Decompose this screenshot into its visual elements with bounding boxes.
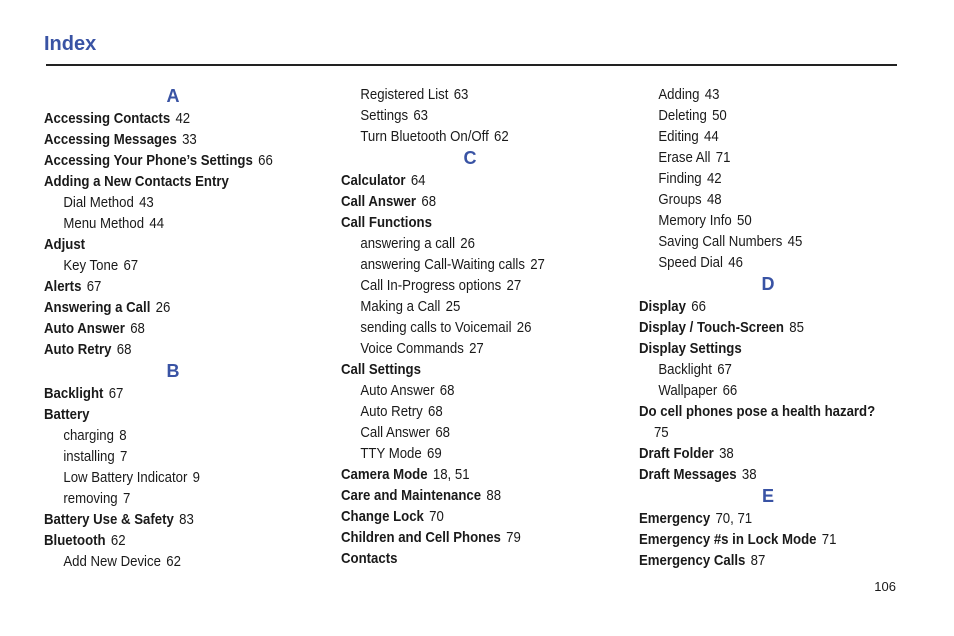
entry-term: Erase All <box>658 149 711 166</box>
page-number: 106 <box>874 579 896 594</box>
entry-term: Editing <box>658 128 699 145</box>
index-subentry <box>639 168 885 189</box>
index-entry <box>44 129 290 150</box>
entry-term: Change Lock <box>341 508 424 525</box>
entry-term: Accessing Messages <box>44 131 177 148</box>
entry-page-ref[interactable]: 75 <box>653 424 669 441</box>
index-subentry <box>341 401 587 422</box>
entry-page-ref[interactable]: 70, 71 <box>715 510 753 527</box>
entry-term: Display Settings <box>639 340 742 357</box>
entry-term: Auto Retry <box>360 403 423 420</box>
entry-page-ref[interactable]: 8 <box>119 427 127 444</box>
entry-term: Auto Answer <box>44 320 125 337</box>
entry-term: TTY Mode <box>360 445 422 462</box>
entry-term: Camera Mode <box>341 466 428 483</box>
index-column-3 <box>639 84 919 571</box>
index-entry <box>639 464 885 485</box>
entry-term: Battery <box>44 406 90 423</box>
index-subentry <box>639 84 885 105</box>
entry-page-ref[interactable]: 68 <box>421 193 437 210</box>
index-entry <box>341 548 587 569</box>
entry-term: Display <box>639 298 686 315</box>
entry-page-ref[interactable]: 71 <box>715 149 731 166</box>
index-subentry <box>639 252 885 273</box>
entry-term: Low Battery Indicator <box>63 469 188 486</box>
entry-page-ref[interactable]: 50 <box>712 107 727 124</box>
section-letter: E <box>761 486 774 506</box>
entry-page-ref[interactable]: 42 <box>175 110 191 127</box>
section-letter: C <box>463 148 477 168</box>
index-entry <box>44 150 290 171</box>
index-subentry <box>44 446 290 467</box>
entry-page-ref[interactable]: 88 <box>486 487 502 504</box>
entry-term: Draft Messages <box>639 466 737 483</box>
index-entry <box>639 550 885 571</box>
entry-page-ref[interactable]: 38 <box>719 445 734 462</box>
index-subentry <box>639 105 885 126</box>
entry-term: Emergency #s in Lock Mode <box>639 531 817 548</box>
entry-term: Adding a New Contacts Entry <box>44 173 229 190</box>
index-entry <box>44 530 290 551</box>
entry-term: answering a call <box>360 235 456 252</box>
entry-page-ref[interactable]: 62 <box>110 532 126 549</box>
entry-term: Alerts <box>44 278 82 295</box>
entry-page-ref[interactable]: 62 <box>166 553 181 570</box>
entry-term: Draft Folder <box>639 445 714 462</box>
entry-term: Contacts <box>341 550 398 567</box>
index-entry <box>341 464 587 485</box>
entry-term: installing <box>63 448 115 465</box>
entry-term: Registered List <box>360 86 449 103</box>
entry-page-ref[interactable]: 68 <box>130 320 145 337</box>
index-subentry <box>639 210 885 231</box>
entry-page-ref[interactable]: 43 <box>704 86 720 103</box>
entry-page-ref[interactable]: 44 <box>149 215 165 232</box>
entry-page-ref[interactable]: 9 <box>192 469 200 486</box>
index-entry <box>639 529 885 550</box>
index-subentry <box>639 147 885 168</box>
entry-term: Turn Bluetooth On/Off <box>360 128 489 145</box>
index-entry <box>341 506 587 527</box>
index-entry <box>341 212 587 233</box>
entry-term: Menu Method <box>63 215 145 232</box>
index-entry <box>341 170 587 191</box>
entry-term: Calculator <box>341 172 406 189</box>
index-subentry <box>341 443 587 464</box>
entry-page-ref[interactable]: 26 <box>155 299 171 316</box>
index-entry <box>44 234 290 255</box>
index-entry <box>639 317 885 338</box>
entry-term: Saving Call Numbers <box>658 233 783 250</box>
index-subentry <box>341 275 587 296</box>
entry-term: Wallpaper <box>658 382 718 399</box>
entry-term: Dial Method <box>63 194 134 211</box>
entry-page-ref[interactable]: 68 <box>439 382 455 399</box>
index-subentry <box>341 380 587 401</box>
entry-term: Backlight <box>44 385 104 402</box>
entry-page-ref[interactable]: 7 <box>122 490 131 507</box>
index-entry <box>639 296 885 317</box>
entry-term: Do cell phones pose a health hazard? <box>639 403 876 420</box>
entry-term: Settings <box>360 107 409 124</box>
section-letter: A <box>166 86 180 106</box>
entry-page-ref[interactable]: 27 <box>530 256 545 273</box>
entry-term: Groups <box>658 191 702 208</box>
index-entry <box>341 191 587 212</box>
entry-term: Key Tone <box>63 257 119 274</box>
entry-term: answering Call-Waiting calls <box>360 256 525 273</box>
entry-page-ref[interactable]: 26 <box>460 235 475 252</box>
entry-term: Auto Retry <box>44 341 112 358</box>
entry-page-ref[interactable]: 68 <box>435 424 451 441</box>
entry-page-ref[interactable]: 63 <box>453 86 469 103</box>
entry-term: Memory Info <box>658 212 732 229</box>
entry-term: Call Answer <box>360 424 431 441</box>
entry-page-ref[interactable]: 64 <box>410 172 426 189</box>
entry-term: Bluetooth <box>44 532 106 549</box>
entry-term: Emergency Calls <box>639 552 746 569</box>
index-subentry <box>639 380 885 401</box>
entry-page-ref[interactable]: 27 <box>469 340 484 357</box>
entry-page-ref[interactable]: 48 <box>706 191 722 208</box>
index-subentry <box>341 422 587 443</box>
index-entry <box>341 359 587 380</box>
entry-term: Call Answer <box>341 193 417 210</box>
index-subentry <box>44 467 290 488</box>
entry-page-ref[interactable]: 26 <box>516 319 532 336</box>
index-subentry <box>341 254 587 275</box>
entry-term: Answering a Call <box>44 299 151 316</box>
index-subentry <box>341 105 587 126</box>
section-letter: B <box>166 361 180 381</box>
entry-term: charging <box>63 427 115 444</box>
section-letter: D <box>761 274 775 294</box>
index-entry <box>44 339 290 360</box>
header-rule <box>46 64 897 66</box>
index-entry <box>44 509 290 530</box>
entry-page-ref[interactable]: 67 <box>123 257 139 274</box>
entry-page-ref[interactable]: 79 <box>506 529 521 546</box>
entry-page-ref[interactable]: 71 <box>821 531 837 548</box>
index-entry <box>44 171 290 192</box>
index-subentry <box>44 551 290 572</box>
entry-term: Children and Cell Phones <box>341 529 501 546</box>
index-column-1 <box>44 85 324 572</box>
index-entry <box>44 383 290 404</box>
entry-term: Backlight <box>658 361 712 378</box>
entry-page-ref[interactable]: 27 <box>506 277 522 294</box>
entry-page-ref[interactable]: 25 <box>445 298 461 315</box>
entry-page-ref[interactable]: 83 <box>179 511 194 528</box>
index-subentry <box>341 296 587 317</box>
index-subentry <box>341 126 587 147</box>
page-title: Index <box>44 33 97 55</box>
entry-page-ref[interactable]: 38 <box>741 466 757 483</box>
entry-term: Call In-Progress options <box>360 277 502 294</box>
entry-page-ref[interactable]: 66 <box>691 298 706 315</box>
index-entry <box>639 508 885 529</box>
entry-term: Display / Touch-Screen <box>639 319 784 336</box>
index-subentry <box>341 84 587 105</box>
entry-page-ref[interactable]: 87 <box>750 552 766 569</box>
index-subentry <box>639 231 885 252</box>
index-subentry <box>44 255 290 276</box>
index-entry <box>341 485 587 506</box>
index-continuation <box>639 422 885 443</box>
entry-page-ref[interactable]: 46 <box>728 254 743 271</box>
entry-term: Adjust <box>44 236 86 253</box>
index-entry <box>44 318 290 339</box>
entry-page-ref[interactable]: 33 <box>182 131 197 148</box>
entry-term: Care and Maintenance <box>341 487 482 504</box>
index-entry <box>44 108 290 129</box>
index-subentry <box>44 192 290 213</box>
entry-page-ref[interactable]: 67 <box>717 361 732 378</box>
index-entry <box>44 276 290 297</box>
entry-term: Speed Dial <box>658 254 723 271</box>
index-subentry <box>639 126 885 147</box>
entry-term: Call Functions <box>341 214 432 231</box>
entry-term: Emergency <box>639 510 711 527</box>
entry-term: Accessing Contacts <box>44 110 171 127</box>
entry-page-ref[interactable]: 68 <box>428 403 443 420</box>
entry-term: Deleting <box>658 107 707 124</box>
entry-page-ref[interactable]: 63 <box>413 107 429 124</box>
entry-term: Finding <box>658 170 702 187</box>
entry-page-ref[interactable]: 45 <box>787 233 803 250</box>
index-subentry <box>341 338 587 359</box>
entry-term: Add New Device <box>63 553 161 570</box>
entry-term: Voice Commands <box>360 340 464 357</box>
entry-term: Call Settings <box>341 361 421 378</box>
index-entry <box>44 297 290 318</box>
entry-page-ref[interactable]: 67 <box>86 278 102 295</box>
index-subentry <box>44 213 290 234</box>
entry-page-ref[interactable]: 43 <box>139 194 154 211</box>
entry-term: Battery Use & Safety <box>44 511 174 528</box>
index-subentry <box>341 233 587 254</box>
entry-term: sending calls to Voicemail <box>360 319 512 336</box>
entry-page-ref[interactable]: 44 <box>704 128 719 145</box>
entry-page-ref[interactable]: 85 <box>789 319 804 336</box>
index-subentry <box>44 488 290 509</box>
index-entry <box>639 443 885 464</box>
entry-page-ref[interactable]: 62 <box>494 128 509 145</box>
index-entry <box>639 338 885 359</box>
index-subentry <box>44 425 290 446</box>
entry-page-ref[interactable]: 18, 51 <box>432 466 470 483</box>
index-subentry <box>639 359 885 380</box>
index-entry <box>44 404 290 425</box>
entry-page-ref[interactable]: 66 <box>722 382 738 399</box>
index-subentry <box>341 317 587 338</box>
entry-page-ref[interactable]: 7 <box>120 448 128 465</box>
entry-term: Making a Call <box>360 298 441 315</box>
index-entry <box>341 527 587 548</box>
entry-term: Accessing Your Phone’s Settings <box>44 152 253 169</box>
index-column-2 <box>341 84 621 569</box>
entry-term: removing <box>63 490 118 507</box>
entry-page-ref[interactable]: 68 <box>116 341 132 358</box>
entry-page-ref[interactable]: 70 <box>429 508 444 525</box>
entry-term: Adding <box>658 86 700 103</box>
index-subentry <box>639 189 885 210</box>
index-entry <box>639 401 885 422</box>
entry-page-ref[interactable]: 66 <box>258 152 273 169</box>
entry-page-ref[interactable]: 69 <box>427 445 442 462</box>
entry-page-ref[interactable]: 67 <box>108 385 124 402</box>
entry-page-ref[interactable]: 50 <box>736 212 752 229</box>
entry-page-ref[interactable]: 42 <box>706 170 722 187</box>
entry-term: Auto Answer <box>360 382 435 399</box>
